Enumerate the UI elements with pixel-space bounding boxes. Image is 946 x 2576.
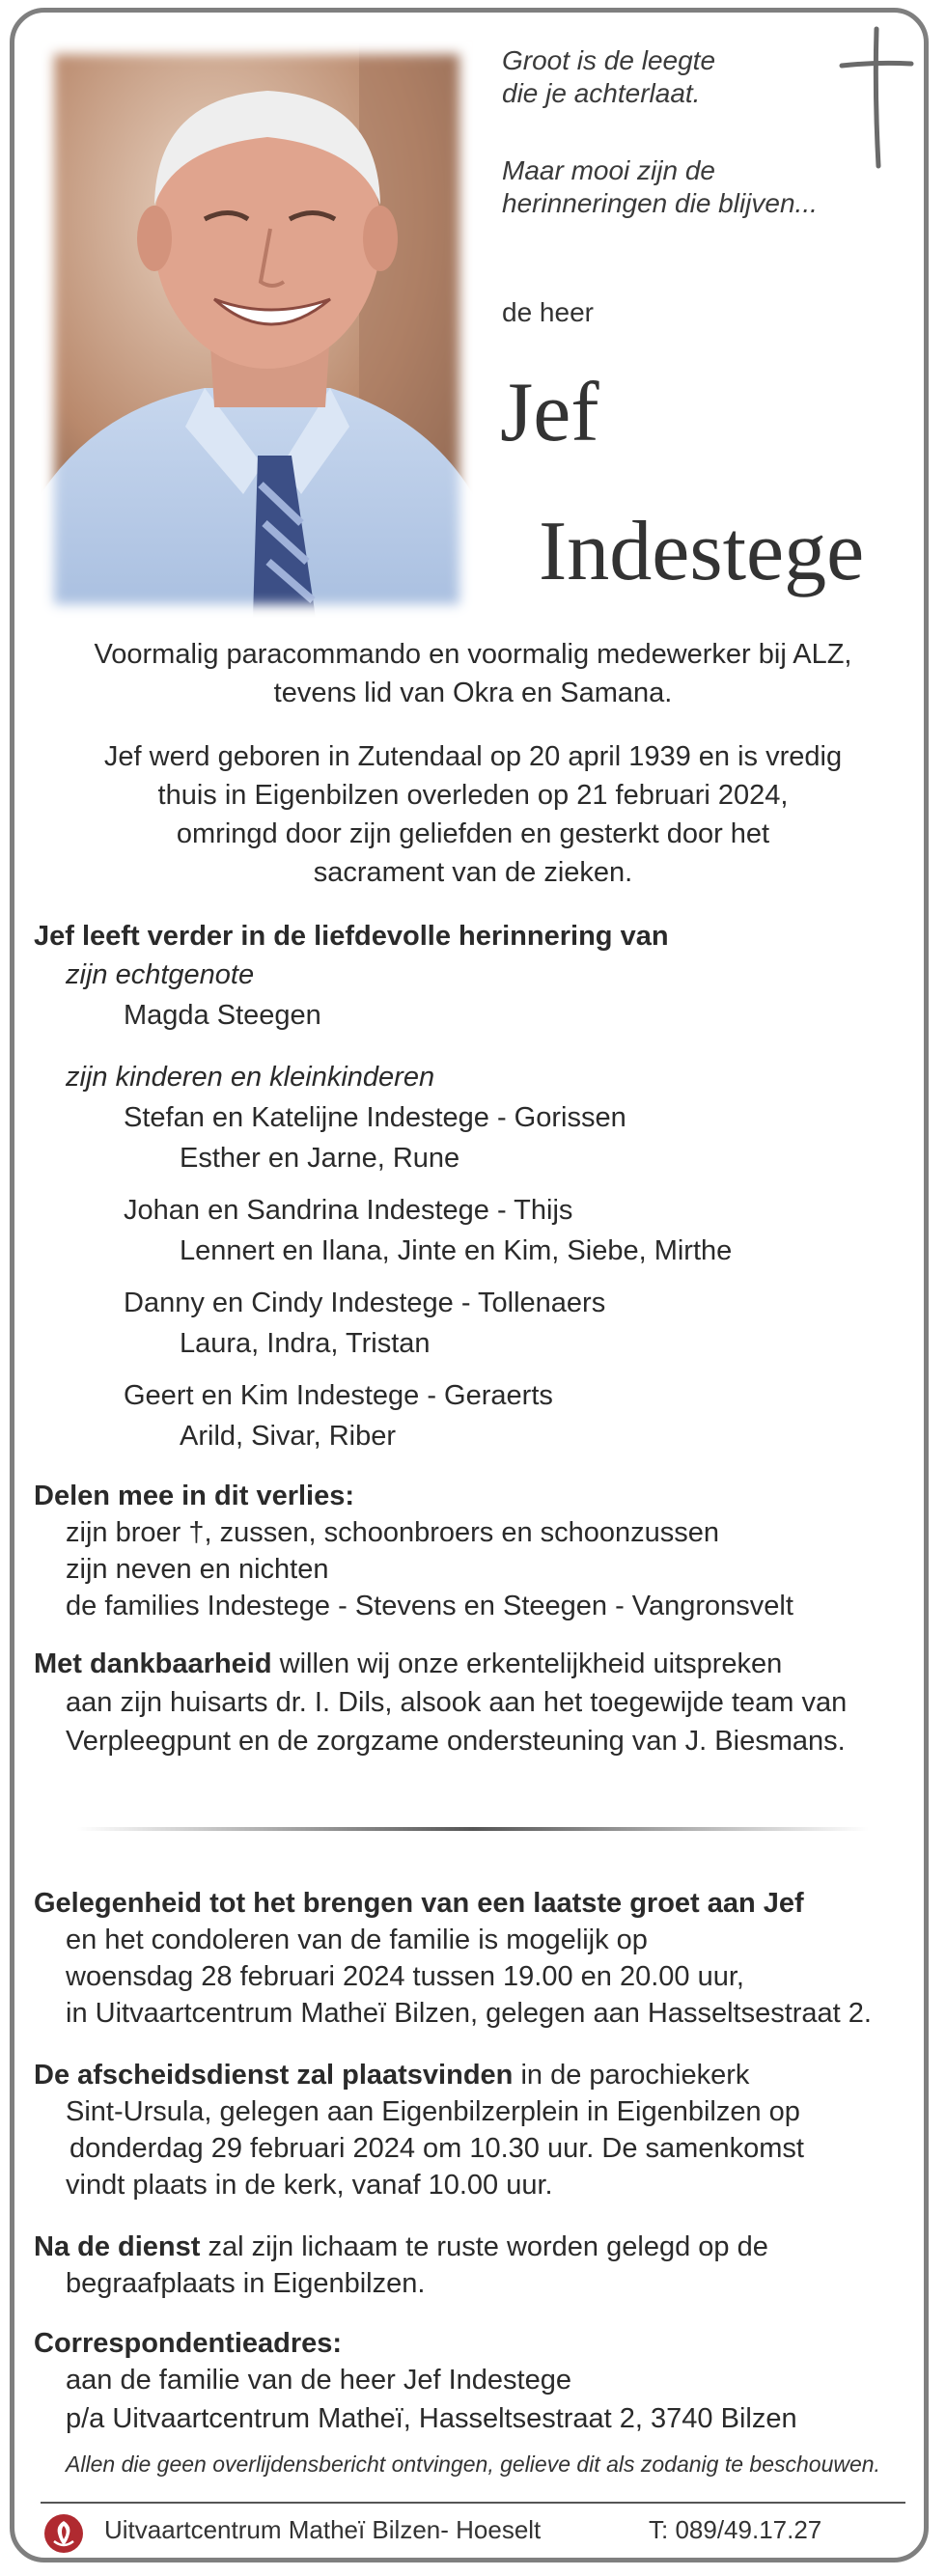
address-line: p/a Uitvaartcentrum Matheï, Hasseltsestraat 2, 3740 Bilzen <box>66 2403 797 2434</box>
section-divider <box>77 1818 869 1822</box>
children-label: zijn kinderen en kleinkinderen <box>66 1062 435 1093</box>
footer-divider <box>41 2502 905 2504</box>
child-family: Geert en Kim Indestege - Geraerts <box>124 1380 553 1411</box>
loss-line: zijn broer †, zussen, schoonbroers en schoonzussen <box>66 1517 720 1548</box>
bio-line: sacrament van de zieken. <box>313 857 633 888</box>
burial-rest: zal zijn lichaam te ruste worden gelegd op de <box>200 2231 768 2262</box>
thanks-line-1 <box>34 1645 782 1683</box>
address-heading: Correspondentieadres: <box>34 2328 343 2359</box>
service-line: Sint-Ursula, gelegen aan Eigenbilzerplein in Eigenbilzen op <box>66 2096 800 2127</box>
service-line-1 <box>34 2056 749 2094</box>
thanks-rest: willen wij onze erkentelijkheid uitspreken <box>271 1648 783 1679</box>
thanks-line: aan zijn huisarts dr. I. Dils, alsook aan het toegewijde team van <box>66 1687 848 1718</box>
service-bold: De afscheidsdienst zal plaatsvinden <box>34 2060 514 2091</box>
grandchildren: Laura, Indra, Tristan <box>180 1328 431 1359</box>
quote-line-1: Groot is de leegte <box>502 45 716 75</box>
honorific: de heer <box>502 297 594 327</box>
loss-heading: Delen mee in dit verlies: <box>34 1481 355 1511</box>
service-line: donderdag 29 februari 2024 om 10.30 uur. De samenkomst <box>70 2133 804 2164</box>
footer-company: Uitvaartcentrum Matheï Bilzen- Hoeselt <box>104 2515 542 2544</box>
portrait-photo <box>41 41 473 618</box>
child-family: Danny en Cindy Indestege - Tollenaers <box>124 1288 606 1318</box>
thanks-line: Verpleegpunt en de zorgzame ondersteuning van J. Biesmans. <box>66 1726 846 1757</box>
visit-line: en het condoleren van de familie is mogelijk op <box>66 1925 648 1955</box>
funeral-home-logo-icon <box>42 2512 85 2560</box>
spouse-name: Magda Steegen <box>124 1000 321 1031</box>
burial-line: begraafplaats in Eigenbilzen. <box>66 2268 426 2299</box>
footer-phone: T: 089/49.17.27 <box>649 2515 822 2544</box>
notice-note: Allen die geen overlijdensbericht ontvingen, gelieve dit als zodanig te beschouwen. <box>66 2451 880 2477</box>
visit-heading: Gelegenheid tot het brengen van een laatste groet aan Jef <box>34 1888 804 1919</box>
quote-line-3: Maar mooi zijn de <box>502 155 715 185</box>
grandchildren: Esther en Jarne, Rune <box>180 1143 460 1174</box>
quote-line-2: die je achterlaat. <box>502 78 701 108</box>
child-family: Stefan en Katelijne Indestege - Gorissen <box>124 1102 626 1133</box>
visit-line: woensdag 28 februari 2024 tussen 19.00 en 20.00 uur, <box>66 1961 744 1992</box>
bio-line: tevens lid van Okra en Samana. <box>273 678 673 708</box>
grandchildren: Arild, Sivar, Riber <box>180 1421 397 1452</box>
loss-line: zijn neven en nichten <box>66 1554 329 1585</box>
address-line: aan de familie van de heer Jef Indestege <box>66 2365 571 2396</box>
burial-line-1 <box>34 2228 768 2266</box>
spouse-label: zijn echtgenote <box>66 959 255 990</box>
grandchildren: Lennert en Ilana, Jinte en Kim, Siebe, Mirthe <box>180 1235 733 1266</box>
quote-line-4: herinneringen die blijven... <box>502 188 818 218</box>
bio-line: Voormalig paracommando en voormalig medewerker bij ALZ, <box>94 639 852 670</box>
bio-line: Jef werd geboren in Zutendaal op 20 april 1939 en is vredig <box>103 741 843 772</box>
visit-line: in Uitvaartcentrum Matheï Bilzen, gelegen aan Hasseltsestraat 2. <box>66 1998 872 2029</box>
loss-line: de families Indestege - Stevens en Steegen - Vangronsvelt <box>66 1591 793 1621</box>
bio-line: omringd door zijn geliefden en gesterkt door het <box>176 818 770 849</box>
service-line: vindt plaats in de kerk, vanaf 10.00 uur. <box>66 2170 553 2201</box>
bio-line: thuis in Eigenbilzen overleden op 21 februari 2024, <box>157 780 789 811</box>
burial-bold: Na de dienst <box>34 2231 201 2262</box>
cross-icon <box>838 25 915 175</box>
service-rest: in de parochiekerk <box>513 2060 750 2091</box>
first-name: Jef <box>500 366 599 459</box>
thanks-bold: Met dankbaarheid <box>34 1648 272 1679</box>
family-heading: Jef leeft verder in de liefdevolle herinnering van <box>34 921 669 952</box>
last-name: Indestege <box>539 505 865 598</box>
child-family: Johan en Sandrina Indestege - Thijs <box>124 1195 573 1226</box>
